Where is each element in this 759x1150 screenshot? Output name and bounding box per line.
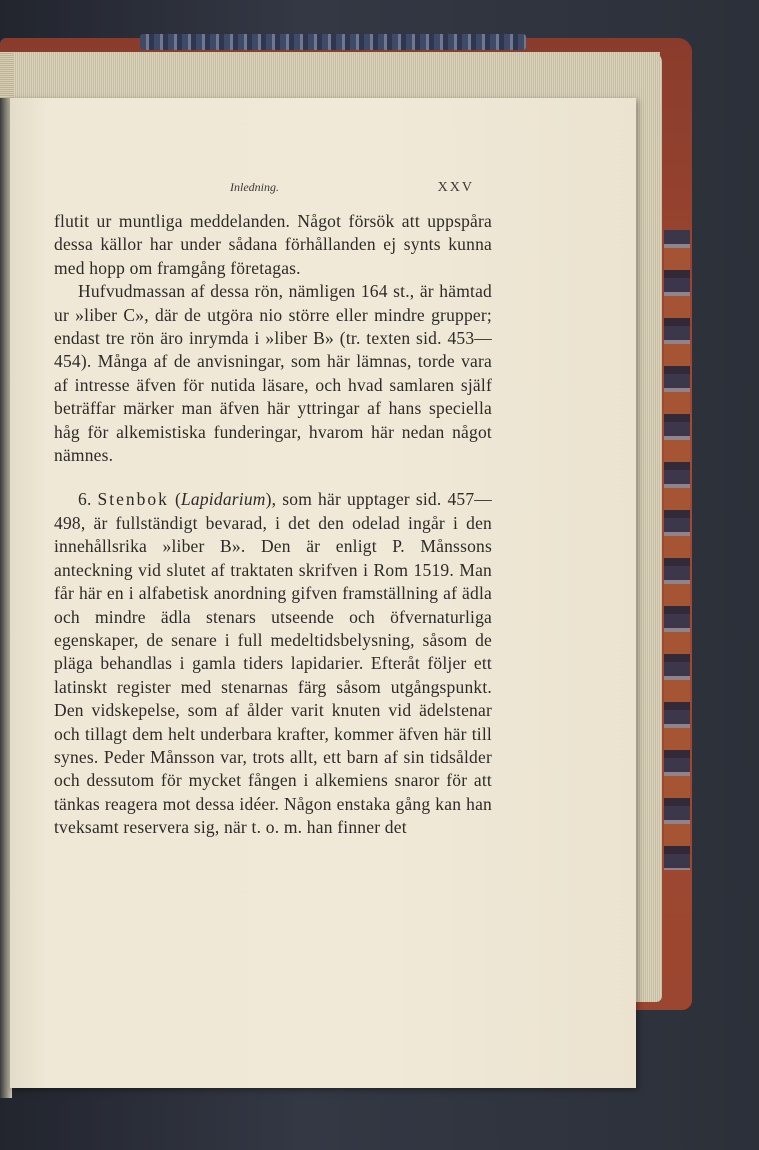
body-text xyxy=(54,210,492,840)
page-number: XXV xyxy=(437,180,474,195)
paragraph-3: 6. Stenbok (Lapidarium), som här upptager sid. 457—498, är fullständigt bevarad, i det den odelad ingår i den innehållsrika »liber B». Den är enligt P. Månssons anteckning vid slutet af traktaten skrifven i Rom 1519. Man får här en i alfabetisk anordning gifven framställning af ädla och mindre ädla stenars utseende och öfvernaturliga egenskaper, de senare i full medeltidsbelysning, såsom de pläga behandlas i gamla tiders lapidarier. Efteråt följer ett latinskt register med stenarnas färg såsom utgångspunkt. Den vidskepelse, som af ålder varit knuten vid ädelstenar och tillagt dem helt underbara krafter, kommer äfven här till synes. Peder Månsson var, trots allt, ett barn af sin tidsålder och dessutom för mycket fången i alkemiens snaror för att tänkas reagera mot dessa idéer. Någon enstaka gång kan han tveksamt reservera sig, när t. o. m. han finner det xyxy=(54,489,492,838)
running-head-title: Inledning. xyxy=(230,180,279,194)
section-author: Stenbok xyxy=(97,489,169,510)
running-head xyxy=(54,180,474,200)
section-work-title: Lapidarium xyxy=(180,489,266,510)
section-text: som här upptager sid. 457—498, är fullständigt bevarad, i det den odelad ingår i den innehållsrika »liber B». Den är enligt P. Månssons anteckning vid slutet af traktaten skrifven i Rom 1519. Man får här en i alfabetisk anordning gifven framställning af ädla och mindre ädla stenars utseende och öfvernaturliga egenskaper, de senare i full medeltidsbelysning, såsom de pläga behandlas i gamla tiders lapidarier. Efteråt följer ett latinskt register med stenarnas färg såsom utgångspunkt. Den vidskepelse, som af ålder varit knuten vid ädelstenar och tillagt dem helt underbara krafter, kommer äfven här till synes. Peder Månsson var, trots allt, ett barn af sin tidsålder och dessutom för mycket fången i alkemiens snaror för att tänkas reagera mot dessa idéer. Någon enstaka gång kan han tveksamt reservera sig, när t. o. m. han finner det xyxy=(54,489,492,838)
book-spine-decoration xyxy=(664,230,690,870)
paragraph-1: flutit ur muntliga meddelanden. Något försök att uppspåra dessa källor har under sådana förhållanden ej synts kunna med hopp om framgång företagas. xyxy=(54,211,492,278)
section-number: 6. xyxy=(78,489,92,510)
book-cover-top-band xyxy=(140,34,526,50)
paragraph-2: Hufvudmassan af dessa rön, nämligen 164 st., är hämtad ur »liber C», där de utgöra nio större eller mindre grupper; endast tre rön äro inrymda i »liber B» (tr. texten sid. 453—454). Många af de anvisningar, som här lämnas, torde vara af intresse äfven för nutida läsare, och hvad samlaren själf beträffar märker man äfven här yttringar af hans speciella håg för alkemistiska funderingar, hvarom här nedan något nämnes. xyxy=(54,281,492,466)
